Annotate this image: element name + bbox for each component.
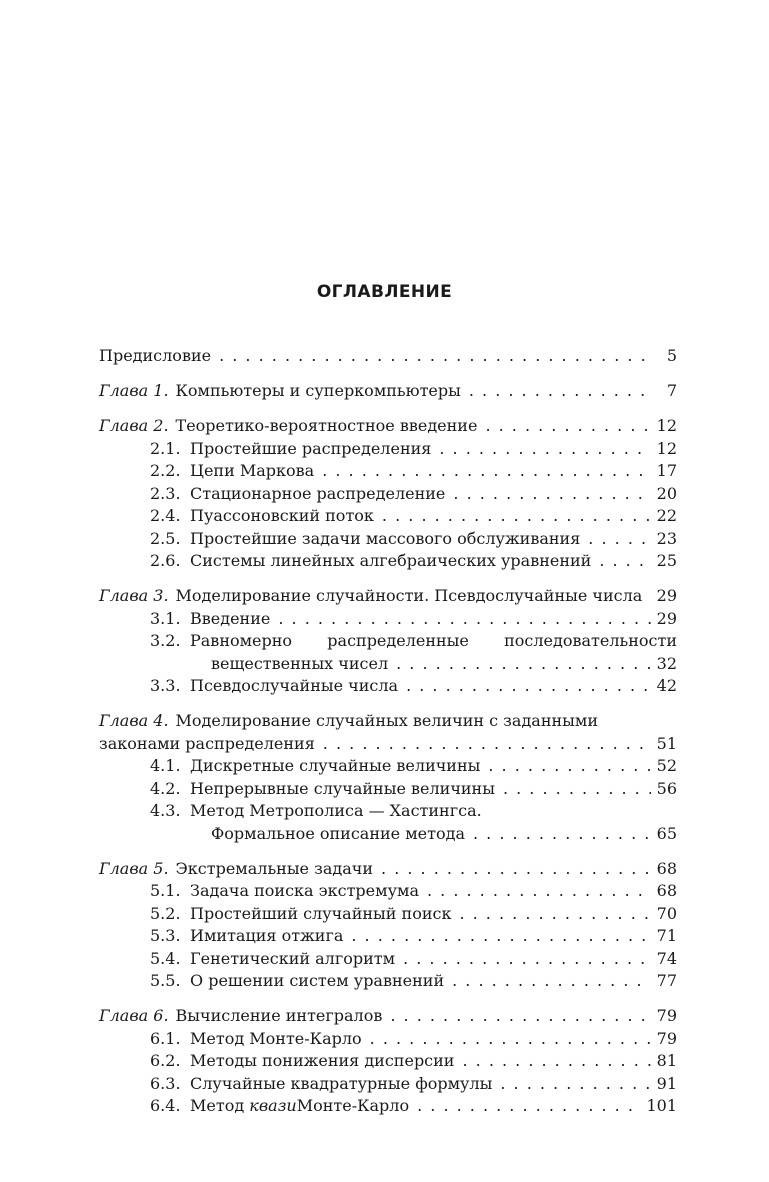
toc-page-number: 32	[656, 653, 677, 673]
title-part: Метод	[190, 1096, 250, 1115]
toc-entry-section[interactable]	[99, 1073, 677, 1096]
section-number: 2.4.	[150, 506, 181, 525]
toc-page-number: 7	[666, 381, 677, 400]
toc-entry-continuation[interactable]	[99, 733, 677, 756]
toc-page-number: 25	[656, 551, 677, 570]
leader-dots	[381, 858, 651, 881]
toc-title: Теоретико-вероятностное введение	[175, 416, 478, 435]
section-number: 4.2.	[150, 778, 181, 798]
section-number: 5.2.	[150, 903, 181, 923]
toc-entry-continuation[interactable]	[99, 653, 677, 676]
toc-entry-section[interactable]	[99, 970, 677, 993]
toc-entry-section[interactable]	[99, 460, 677, 483]
toc-title-continuation: законами распределения	[99, 733, 315, 753]
toc-entry-section[interactable]	[99, 800, 677, 823]
toc-page-number: 101	[646, 1096, 677, 1115]
chapter-label: Глава 4.	[99, 711, 169, 730]
page-title: ОГЛАВЛЕНИЕ	[316, 282, 453, 302]
toc-entry-chapter-1[interactable]	[99, 380, 677, 403]
toc-page-number: 29	[656, 608, 677, 628]
leader-dots	[459, 903, 650, 926]
toc-page-number: 5	[666, 346, 677, 365]
toc-title: Предисловие	[99, 346, 212, 365]
leader-dots	[473, 823, 651, 846]
toc-entry-section[interactable]	[99, 675, 677, 698]
table-of-contents	[99, 345, 677, 1118]
leader-dots	[453, 483, 650, 506]
toc-entry-section[interactable]	[99, 1028, 677, 1051]
title-word: распределенные	[327, 631, 469, 650]
toc-page-number: 68	[656, 881, 677, 900]
leader-dots	[219, 345, 653, 368]
toc-title: Экстремальные задачи	[175, 858, 374, 878]
toc-title: Случайные квадратурные формулы	[190, 1073, 493, 1093]
toc-page-number: 17	[656, 461, 677, 480]
section-number: 3.3.	[150, 676, 181, 695]
toc-entry-chapter-3[interactable]	[99, 585, 677, 608]
toc-title: Генетический алгоритм	[190, 948, 396, 968]
toc-title: Псевдослучайные числа	[190, 676, 399, 695]
toc-page-number: 79	[656, 1006, 677, 1025]
toc-title	[190, 1095, 409, 1118]
toc-title-continuation: Формальное описание метода	[211, 823, 465, 843]
toc-entry-section[interactable]	[99, 925, 677, 948]
toc-title: О решении систем уравнений	[190, 971, 445, 990]
toc-title: Моделирование случайных величин с заданными	[175, 711, 598, 730]
section-number: 6.1.	[150, 1028, 181, 1048]
toc-page-number: 23	[656, 528, 677, 548]
toc-entry-section[interactable]	[99, 1050, 677, 1073]
toc-entry-section[interactable]	[99, 608, 677, 631]
toc-entry-section[interactable]	[99, 550, 677, 573]
chapter-label: Глава 3.	[99, 586, 169, 605]
toc-entry-section[interactable]	[99, 903, 677, 926]
toc-entry-section[interactable]	[99, 483, 677, 506]
toc-page-number: 74	[656, 948, 677, 968]
leader-dots	[503, 778, 651, 801]
title-italic-part: квази	[249, 1096, 297, 1115]
toc-entry-chapter-4[interactable]	[99, 710, 677, 733]
toc-title: Имитация отжига	[190, 926, 344, 945]
toc-page-number: 65	[656, 823, 677, 843]
toc-entry-section[interactable]	[99, 755, 677, 778]
section-number: 2.1.	[150, 438, 181, 458]
chapter-label: Глава 1.	[99, 381, 169, 400]
toc-page-number: 52	[656, 756, 677, 775]
leader-dots	[403, 948, 651, 971]
toc-title: Моделирование случайности. Псевдослучайные числа	[175, 586, 643, 605]
section-number: 2.3.	[150, 483, 181, 503]
leader-dots	[322, 460, 650, 483]
section-number: 6.2.	[150, 1051, 181, 1070]
toc-title: Введение	[190, 608, 271, 628]
section-number: 3.1.	[150, 608, 181, 628]
leader-dots	[417, 1095, 640, 1118]
toc-title: Цепи Маркова	[190, 461, 315, 480]
toc-entry-chapter-5[interactable]	[99, 858, 677, 881]
toc-title: Простейшие задачи массового обслуживания	[190, 528, 581, 548]
leader-dots	[382, 505, 651, 528]
section-number: 5.1.	[150, 881, 181, 900]
toc-page-number: 91	[656, 1073, 677, 1093]
toc-page-number: 56	[656, 778, 677, 798]
leader-dots	[588, 528, 650, 551]
leader-dots	[278, 608, 650, 631]
section-number: 2.6.	[150, 551, 181, 570]
leader-dots	[406, 675, 651, 698]
leader-dots	[469, 380, 653, 403]
toc-title: Задача поиска экстремума	[190, 881, 419, 900]
toc-title: Пуассоновский поток	[190, 506, 374, 525]
toc-page-number: 29	[656, 586, 677, 605]
section-number: 5.3.	[150, 926, 181, 945]
toc-title: Дискретные случайные величины	[190, 756, 481, 775]
toc-entry-preface[interactable]	[99, 345, 677, 368]
toc-page-number: 79	[656, 1028, 677, 1048]
leader-dots	[396, 653, 651, 676]
toc-title: Непрерывные случайные величины	[190, 778, 495, 798]
chapter-label: Глава 6.	[99, 1006, 169, 1025]
toc-entry-section[interactable]	[99, 438, 677, 461]
toc-page-number: 12	[656, 438, 677, 458]
leader-dots	[351, 925, 650, 948]
section-number: 6.3.	[150, 1073, 181, 1093]
leader-dots	[439, 438, 650, 461]
section-number: 4.3.	[150, 801, 181, 820]
toc-page-number: 22	[656, 506, 677, 525]
leader-dots	[390, 1005, 650, 1028]
toc-page-number: 42	[656, 676, 677, 695]
toc-title: Метод Метрополиса — Хастингса.	[190, 801, 482, 820]
toc-title: Метод Монте-Карло	[190, 1028, 362, 1048]
toc-title-continuation: вещественных чисел	[211, 653, 389, 673]
toc-entry-section[interactable]	[99, 528, 677, 551]
leader-dots	[500, 1073, 650, 1096]
leader-dots	[370, 1028, 651, 1051]
toc-entry-chapter-2[interactable]	[99, 415, 677, 438]
toc-title: Методы понижения дисперсии	[190, 1051, 455, 1070]
toc-page-number: 68	[656, 858, 677, 878]
toc-page-number: 77	[656, 971, 677, 990]
toc-entry-continuation[interactable]	[99, 823, 677, 846]
leader-dots	[452, 970, 651, 993]
toc-entry-section[interactable]	[99, 948, 677, 971]
toc-title: Простейший случайный поиск	[190, 903, 452, 923]
leader-dots	[462, 1050, 650, 1073]
chapter-label: Глава 2.	[99, 416, 169, 435]
title-word: последовательности	[504, 631, 677, 650]
section-number: 2.2.	[150, 461, 181, 480]
section-number: 5.4.	[150, 948, 181, 968]
toc-page-number: 70	[656, 903, 677, 923]
section-number: 5.5.	[150, 971, 181, 990]
section-number: 3.2.	[150, 631, 181, 650]
toc-entry-section[interactable]	[99, 1095, 677, 1118]
title-part: Монте-Карло	[296, 1096, 410, 1115]
section-number: 4.1.	[150, 756, 181, 775]
title-word: Равномерно	[190, 631, 293, 650]
leader-dots	[488, 755, 650, 778]
toc-title: Стационарное распределение	[190, 483, 446, 503]
toc-page-number: 71	[656, 926, 677, 945]
toc-page-number: 20	[656, 483, 677, 503]
toc-title: Системы линейных алгебраических уравнений	[190, 551, 592, 570]
leader-dots	[427, 880, 651, 903]
leader-dots	[485, 415, 650, 438]
leader-dots	[599, 550, 650, 573]
toc-page-number: 81	[656, 1051, 677, 1070]
section-number: 6.4.	[150, 1096, 181, 1115]
toc-entry-section[interactable]	[99, 630, 677, 653]
toc-entry-chapter-6[interactable]	[99, 1005, 677, 1028]
toc-title: Компьютеры и суперкомпьютеры	[175, 381, 461, 400]
toc-entry-section[interactable]	[99, 880, 677, 903]
toc-entry-section[interactable]	[99, 778, 677, 801]
chapter-label: Глава 5.	[99, 858, 169, 878]
toc-page-number: 51	[656, 733, 677, 753]
toc-entry-section[interactable]	[99, 505, 677, 528]
toc-title: Вычисление интегралов	[175, 1006, 383, 1025]
leader-dots	[323, 733, 651, 756]
toc-page-number: 12	[656, 416, 677, 435]
toc-title: Простейшие распределения	[190, 438, 432, 458]
section-number: 2.5.	[150, 528, 181, 548]
toc-title	[190, 630, 677, 653]
